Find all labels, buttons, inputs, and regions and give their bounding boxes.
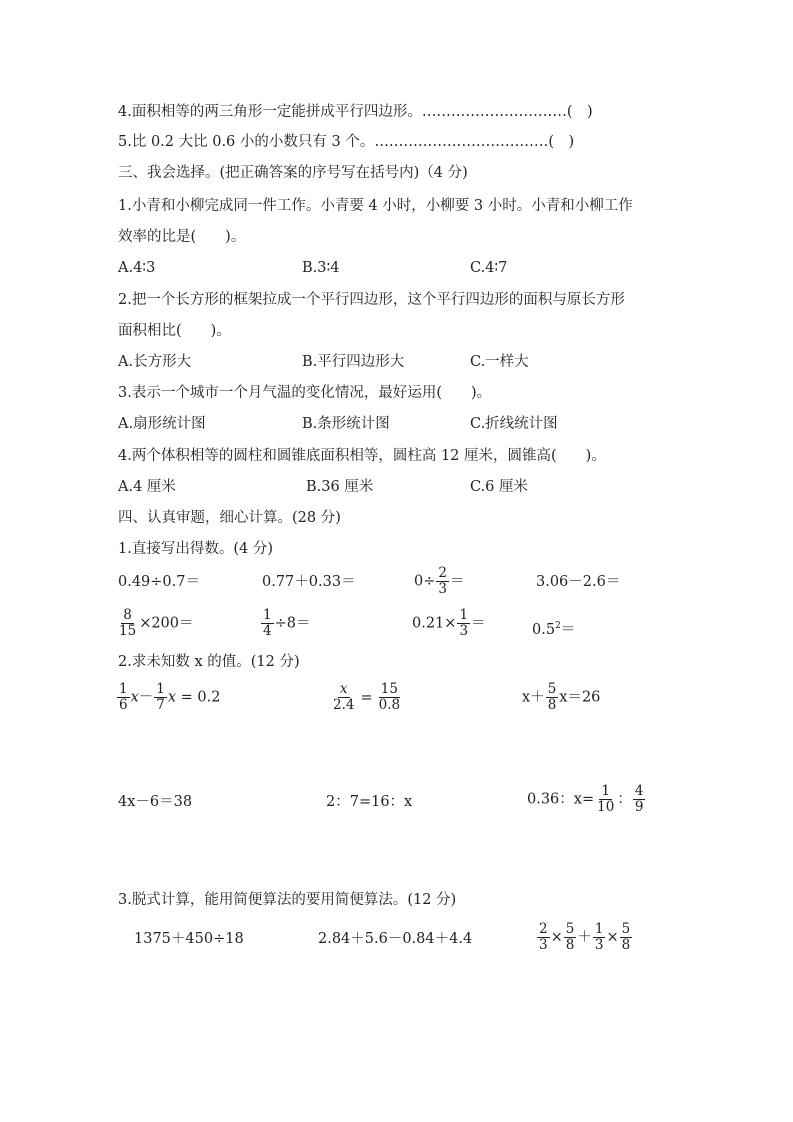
fraction-denominator: 9 <box>634 799 644 815</box>
equation-2 <box>330 682 403 713</box>
oral-calc-8-post: ＝ <box>560 622 576 638</box>
oral-calc-4: 3.06－2.6＝ <box>536 574 621 590</box>
fraction <box>546 682 559 713</box>
choice-q4-line1: 4.两个体积相等的圆柱和圆锥底面积相等，圆柱高 12 厘米，圆锥高( )。 <box>118 448 606 464</box>
oral-calc-5-post: ×200＝ <box>139 615 194 632</box>
fraction <box>436 566 449 597</box>
variable-x: x <box>167 689 177 706</box>
equation-3-pre: x＋ <box>522 689 545 706</box>
oral-calc-6-post: ÷8＝ <box>274 615 311 632</box>
times-sign: × <box>606 929 619 946</box>
equation-6-pre: 0.36：x= <box>527 791 595 808</box>
fraction-denominator: 8 <box>547 697 557 713</box>
fraction <box>564 922 577 953</box>
fraction <box>261 608 274 639</box>
fraction <box>620 922 633 953</box>
stepwise-calc-1: 1375＋450÷18 <box>134 931 244 947</box>
times-sign: × <box>550 929 563 946</box>
fraction-numerator: x <box>339 681 348 697</box>
fraction-denominator: 4 <box>263 623 272 639</box>
fraction <box>593 922 606 953</box>
fraction-numerator: 1 <box>594 921 604 937</box>
oral-calc-5 <box>116 608 194 639</box>
equation-3-post: x＝26 <box>559 689 601 706</box>
equation-1 <box>116 682 221 713</box>
oral-calc-3-post: ＝ <box>449 573 465 590</box>
oral-calc-7-pre: 0.21× <box>412 615 457 632</box>
fraction-numerator: 8 <box>123 607 132 623</box>
choice-q1-option-a: A.4∶3 <box>118 260 156 276</box>
calc-part1-title: 1.直接写出得数。(4 分) <box>118 541 273 557</box>
oral-calc-8 <box>532 616 575 640</box>
fraction-denominator: 3 <box>438 581 447 597</box>
judge-question-4: 4.面积相等的两三角形一定能拼成平行四边形。…………………………( ) <box>118 104 593 120</box>
fraction-denominator: 3 <box>539 937 548 953</box>
equals-sign: = <box>360 689 373 706</box>
fraction-numerator: 5 <box>547 681 557 697</box>
choice-q3-option-a: A.扇形统计图 <box>118 416 206 432</box>
oral-calc-3 <box>414 566 464 597</box>
section-choice-heading: 三、我会选择。(把正确答案的序号写在括号内)（4 分) <box>118 165 468 181</box>
ratio-colon: ： <box>617 791 632 808</box>
fraction <box>595 784 616 815</box>
fraction-denominator: 7 <box>156 697 165 713</box>
plus-sign: ＋ <box>577 929 592 946</box>
equation-5: 2：7=16：x <box>326 794 413 810</box>
choice-q4-option-b: B.36 厘米 <box>306 479 374 495</box>
fraction-denominator: 3 <box>459 623 469 639</box>
fraction <box>537 922 550 953</box>
fraction-denominator: 2.4 <box>333 697 355 713</box>
fraction-denominator: 6 <box>119 697 128 713</box>
fraction-denominator: 10 <box>597 799 615 815</box>
fraction <box>377 682 402 713</box>
fraction <box>117 682 130 713</box>
equation-6 <box>527 784 646 815</box>
fraction-numerator: 15 <box>380 681 398 697</box>
fraction <box>331 682 356 713</box>
fraction-denominator: 8 <box>565 937 575 953</box>
choice-q1-line2: 效率的比是( )。 <box>118 229 246 245</box>
equation-1-rhs: = 0.2 <box>176 689 221 706</box>
stepwise-calc-2: 2.84＋5.6－0.84＋4.4 <box>318 931 473 947</box>
choice-q2-line2: 面积相比( )。 <box>118 323 231 339</box>
oral-calc-1: 0.49÷0.7＝ <box>118 574 200 590</box>
power-base: 0.5 <box>532 622 556 638</box>
fraction-numerator: 1 <box>119 681 128 697</box>
choice-q1-option-b: B.3∶4 <box>302 260 340 276</box>
oral-calc-2: 0.77＋0.33＝ <box>262 574 356 590</box>
fraction-denominator: 15 <box>119 623 137 639</box>
fraction-numerator: 5 <box>621 921 631 937</box>
minus-sign: － <box>138 689 154 706</box>
choice-q1-line1: 1.小青和小柳完成同一件工作。小青要 4 小时，小柳要 3 小时。小青和小柳工作 <box>118 198 633 214</box>
calc-part2-title: 2.求未知数 x 的值。(12 分) <box>118 654 300 670</box>
fraction-numerator: 5 <box>565 921 575 937</box>
fraction <box>457 608 470 639</box>
choice-q2-line1: 2.把一个长方形的框架拉成一个平行四边形，这个平行四边形的面积与原长方形 <box>118 292 625 308</box>
choice-q3-line1: 3.表示一个城市一个月气温的变化情况，最好运用( )。 <box>118 385 492 401</box>
choice-q2-option-b: B.平行四边形大 <box>302 354 405 370</box>
fraction-denominator: 0.8 <box>378 697 401 713</box>
fraction-denominator: 8 <box>621 937 631 953</box>
fraction-numerator: 2 <box>438 565 447 581</box>
choice-q2-option-c: C.一样大 <box>470 354 529 370</box>
fraction-numerator: 1 <box>601 783 611 799</box>
fraction-numerator: 1 <box>263 607 272 623</box>
fraction-numerator: 1 <box>459 607 469 623</box>
fraction <box>117 608 138 639</box>
oral-calc-3-pre: 0÷ <box>414 573 436 590</box>
choice-q4-option-a: A.4 厘米 <box>118 479 176 495</box>
choice-q3-option-c: C.折线统计图 <box>470 416 558 432</box>
equation-4: 4x－6＝38 <box>118 794 193 810</box>
choice-q3-option-b: B.条形统计图 <box>302 416 390 432</box>
fraction-numerator: 2 <box>539 921 548 937</box>
fraction <box>633 784 646 815</box>
fraction-numerator: 4 <box>634 783 644 799</box>
stepwise-calc-3 <box>536 922 633 953</box>
oral-calc-7-post: ＝ <box>471 615 486 632</box>
oral-calc-7 <box>412 608 486 639</box>
variable-x: x <box>130 689 139 706</box>
equation-3 <box>522 682 600 713</box>
calc-part3-title: 3.脱式计算，能用简便算法的要用简便算法。(12 分) <box>118 892 457 908</box>
judge-question-5: 5.比 0.2 大比 0.6 小的小数只有 3 个。………………………………( ) <box>118 134 575 150</box>
choice-q4-option-c: C.6 厘米 <box>470 479 529 495</box>
fraction <box>154 682 167 713</box>
oral-calc-6 <box>260 608 310 639</box>
power-exponent: 2 <box>555 621 561 631</box>
fraction-numerator: 1 <box>156 681 165 697</box>
choice-q1-option-c: C.4∶7 <box>470 260 508 276</box>
section-calc-heading: 四、认真审题，细心计算。(28 分) <box>118 510 341 526</box>
fraction-denominator: 3 <box>594 937 604 953</box>
choice-q2-option-a: A.长方形大 <box>118 354 192 370</box>
